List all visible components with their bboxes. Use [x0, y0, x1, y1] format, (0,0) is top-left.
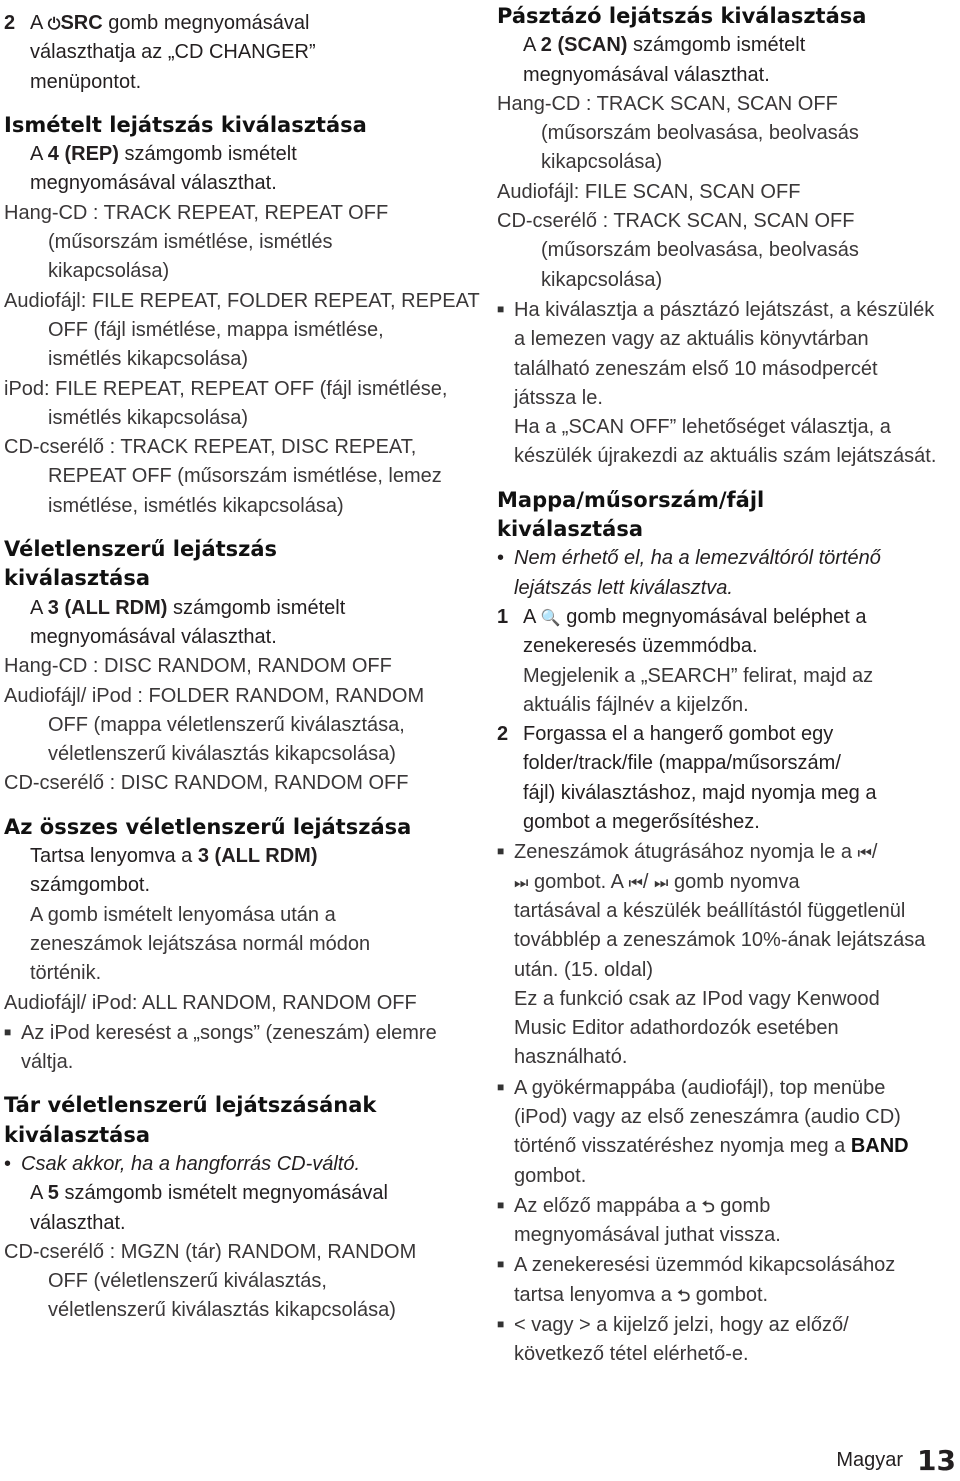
heading-random: Véletlenszerű lejátszás [4, 537, 278, 562]
previous-track-icon: ⏮ [628, 872, 643, 892]
power-icon: ⏻ [47, 14, 61, 33]
heading-folder-select: Mappa/műsorszám/fájl [497, 487, 765, 512]
square-bullet-icon: ■ [497, 1257, 505, 1272]
heading-scan: Pásztázó lejátszás kiválasztása [497, 4, 867, 28]
step-1-line: 1 A 🔍 gomb megnyomásával beléphet a [497, 605, 867, 628]
right-column: Pásztázó lejátszás kiválasztása A 2 (SCAN) számgomb ismételt megnyomásával választhat. Hang-CD : TRACK SCAN, SCAN OFF (műsorszám beolvasása, beolvasás kikapcsolása) Audiofájl: FILE SCAN, SCAN OFF CD-cserélő : TRACK SCAN, SCAN OFF (műsorszám beolvasása, beolvasás kikapcsolása) ■ Ha kiválasztja a pásztázó lejátszást, a készülék a lemezen vagy az aktuális könyvtárban található zeneszám első 10 másodpercét játssza le. Ha a „SCAN OFF” lehetőséget választja, a készülék újrakezdi az aktuális szám lejátszását. Mappa/műsorszám/fájl kiválasztása • Nem érhető el, ha a lemezváltóról történő lejátszás lett kiválasztva. 1 A 🔍 gomb megnyomásával beléphet a zenekeresés üzemmódba. Megjelenik a „SEARCH” felirat, majd az aktuális fájlnév a kijelzőn. 2 Forgassa el a hangerő gombot egy folder/track/file (mappa/műsorszám/ fájl) kiválasztáshoz, majd nyomja meg a gombot a megerősítéshez. ■ Zeneszámok átugrásához nyomja le a ⏮/ ⏭ gombot. A ⏮/ ⏭ gomb nyomva tartásával a készülék beállítástól függetlenül továbblép a zeneszámok 10%-ának lejátszása után. (15. oldal) Ez a funkció csak az IPod vagy Kenwood Music Editor adathordozók esetében használható. ■ A gyökérmappába (audiofájl), top menübe (iPod) vagy az első zeneszámra (audio CD) történő visszatéréshez nyomja meg a BAND gombot. ■ Az előző mappába a ⮌ gomb megnyomásával juthat vissza. ■ A zenekeresési üzemmód kikapcsolásához tartsa lenyomva a ⮌ gombot. ■ < vagy > a kijelző jelzi, hogy az előző/ következő tétel elérhető-e. [497, 0, 957, 1370]
previous-track-icon: ⏮ [857, 843, 872, 863]
next-track-icon: ⏭ [654, 872, 669, 892]
square-bullet-icon: ■ [497, 844, 505, 859]
back-icon: ⮌ [701, 1196, 715, 1216]
step-2-line: 2 A ⏻SRC gomb megnyomásával [4, 12, 310, 34]
back-icon: ⮌ [677, 1285, 691, 1305]
square-bullet-icon: ■ [497, 301, 505, 316]
square-bullet-icon: ■ [497, 1197, 505, 1212]
next-track-icon: ⏭ [514, 872, 529, 892]
dot-bullet-icon: • [4, 1152, 12, 1175]
search-icon: 🔍 [540, 607, 561, 627]
dot-bullet-icon: • [497, 547, 505, 570]
square-bullet-icon: ■ [497, 1317, 505, 1332]
page-number: 13 [917, 1444, 956, 1477]
square-bullet-icon: ■ [497, 1079, 505, 1094]
heading-repeat: Ismételt lejátszás kiválasztása [4, 112, 367, 137]
footer-language: Magyar [836, 1449, 904, 1471]
left-column: 2 A ⏻SRC gomb megnyomásával választhatja az „CD CHANGER” menüpontot. Ismételt lejátszás kiválasztása A 4 (REP) számgomb ismételt megnyomásával választhat. Hang-CD : TRACK REPEAT, REPEAT OFF (műsorszám ismétlése, ismétlés kikapcsolása) Audiofájl: FILE REPEAT, FOLDER REPEAT, REPEAT OFF (fájl ismétlése, mappa ismétlése, ismétlés kikapcsolása) iPod: FILE REPEAT, REPEAT OFF (fájl ismétlése, ismétlés kikapcsolása) CD-cserélő : TRACK REPEAT, DISC REPEAT, REPEAT OFF (műsorszám ismétlése, lemez ismétlése, ismétlés kikapcsolása) Véletlenszerű lejátszás kiválasztása A 3 (ALL RDM) számgomb ismételt megnyomásával választhat. Hang-CD : DISC RANDOM, RANDOM OFF Audiofájl/ iPod : FOLDER RANDOM, RANDOM OFF (mappa véletlenszerű kiválasztása, véletlenszerű kiválasztás kikapcsolása) CD-cserélő : DISC RANDOM, RANDOM OFF Az összes véletlenszerű lejátszása Tartsa lenyomva a 3 (ALL RDM) számgombot. A gomb ismételt lenyomása után a zeneszámok lejátszása normál módon történik. Audiofájl/ iPod: ALL RANDOM, RANDOM OFF ■ Az iPod keresést a „songs” (zeneszám) elemre váltja. Tár véletlenszerű lejátszásának kiválasztása • Csak akkor, ha a hangforrás CD-váltó. A 5 számgomb ismételt megnyomásával választhat. CD-cserélő : MGZN (tár) RANDOM, RANDOM OFF (véletlenszerű kiválasztás, véletlenszerű kiválasztás kikapcsolása) [4, 0, 470, 1326]
step-2-line-right: 2 Forgassa el a hangerő gombot egy [497, 723, 834, 746]
square-bullet-icon: ■ [4, 1024, 12, 1039]
heading-magazine-random: Tár véletlenszerű lejátszásának [4, 1093, 377, 1118]
heading-all-random: Az összes véletlenszerű lejátszása [4, 814, 412, 839]
page-footer [836, 1444, 956, 1477]
